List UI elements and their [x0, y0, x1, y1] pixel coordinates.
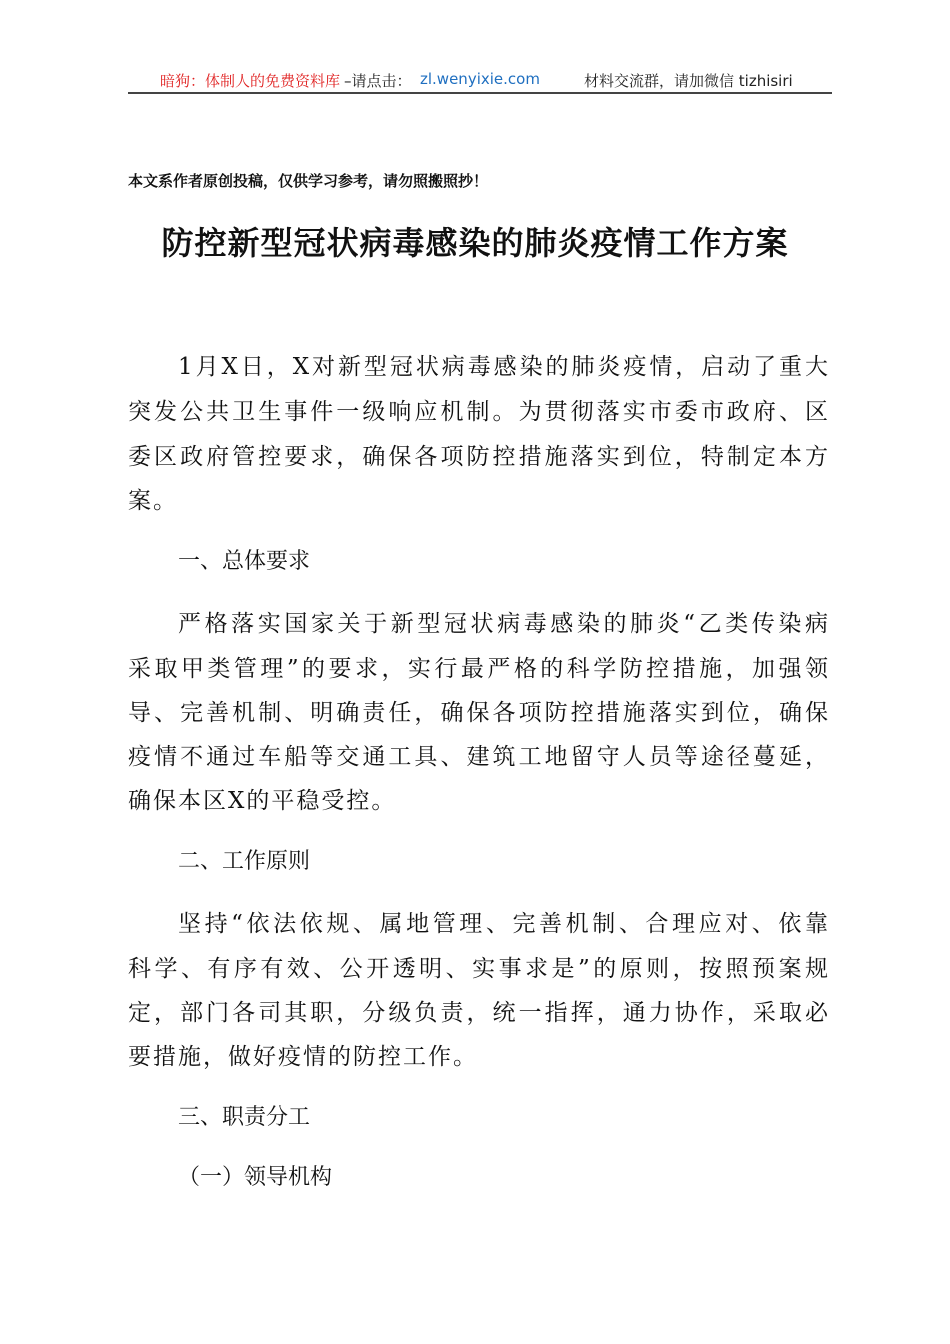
- header-brand: 暗狗：体制人的免费资料库: [160, 72, 341, 90]
- paragraph-line: 导、完善机制、明确责任，确保各项防控措施落实到位，确保: [128, 700, 830, 726]
- paragraph-line: 1月X日，X对新型冠状病毒感染的肺炎疫情，启动了重大: [178, 354, 830, 380]
- paragraph-line: 要措施，做好疫情的防控工作。: [128, 1044, 478, 1070]
- paragraph-line: 委区政府管控要求，确保各项防控措施落实到位，特制定本方: [128, 444, 830, 470]
- paragraph-line: 突发公共卫生事件一级响应机制。为贯彻落实市委市政府、区: [128, 399, 830, 425]
- paragraph-line: 疫情不通过车船等交通工具、建筑工地留守人员等途径蔓延，: [128, 744, 830, 770]
- document-title: 防控新型冠状病毒感染的肺炎疫情工作方案: [161, 224, 789, 262]
- paragraph-line: 科学、有序有效、公开透明、实事求是”的原则，按照预案规: [128, 956, 830, 982]
- subsection-heading: （一）领导机构: [178, 1165, 333, 1190]
- copyright-notice: 本文系作者原创投稿，仅供学习参考，请勿照搬照抄！: [128, 172, 489, 190]
- paragraph-line: 坚持“依法依规、属地管理、完善机制、合理应对、依靠: [178, 911, 830, 937]
- paragraph-line: 严格落实国家关于新型冠状病毒感染的肺炎“乙类传染病: [178, 611, 830, 637]
- paragraph-line: 采取甲类管理”的要求，实行最严格的科学防控措施，加强领: [128, 656, 830, 682]
- section-heading: 三、职责分工: [178, 1105, 311, 1130]
- header-click-label: –请点击：: [344, 72, 412, 90]
- paragraph-line: 定，部门各司其职，分级负责，统一指挥，通力协作，采取必: [128, 1000, 830, 1026]
- paragraph-line: 确保本区X的平稳受控。: [128, 788, 397, 814]
- page-header: [128, 68, 832, 94]
- header-url-link[interactable]: zl.wenyixie.com: [420, 70, 540, 88]
- paragraph-line: 案。: [128, 488, 178, 514]
- section-heading: 二、工作原则: [178, 849, 311, 874]
- section-heading: 一、总体要求: [178, 549, 311, 574]
- header-group-info: 材料交流群，请加微信 tizhisiri: [584, 72, 793, 90]
